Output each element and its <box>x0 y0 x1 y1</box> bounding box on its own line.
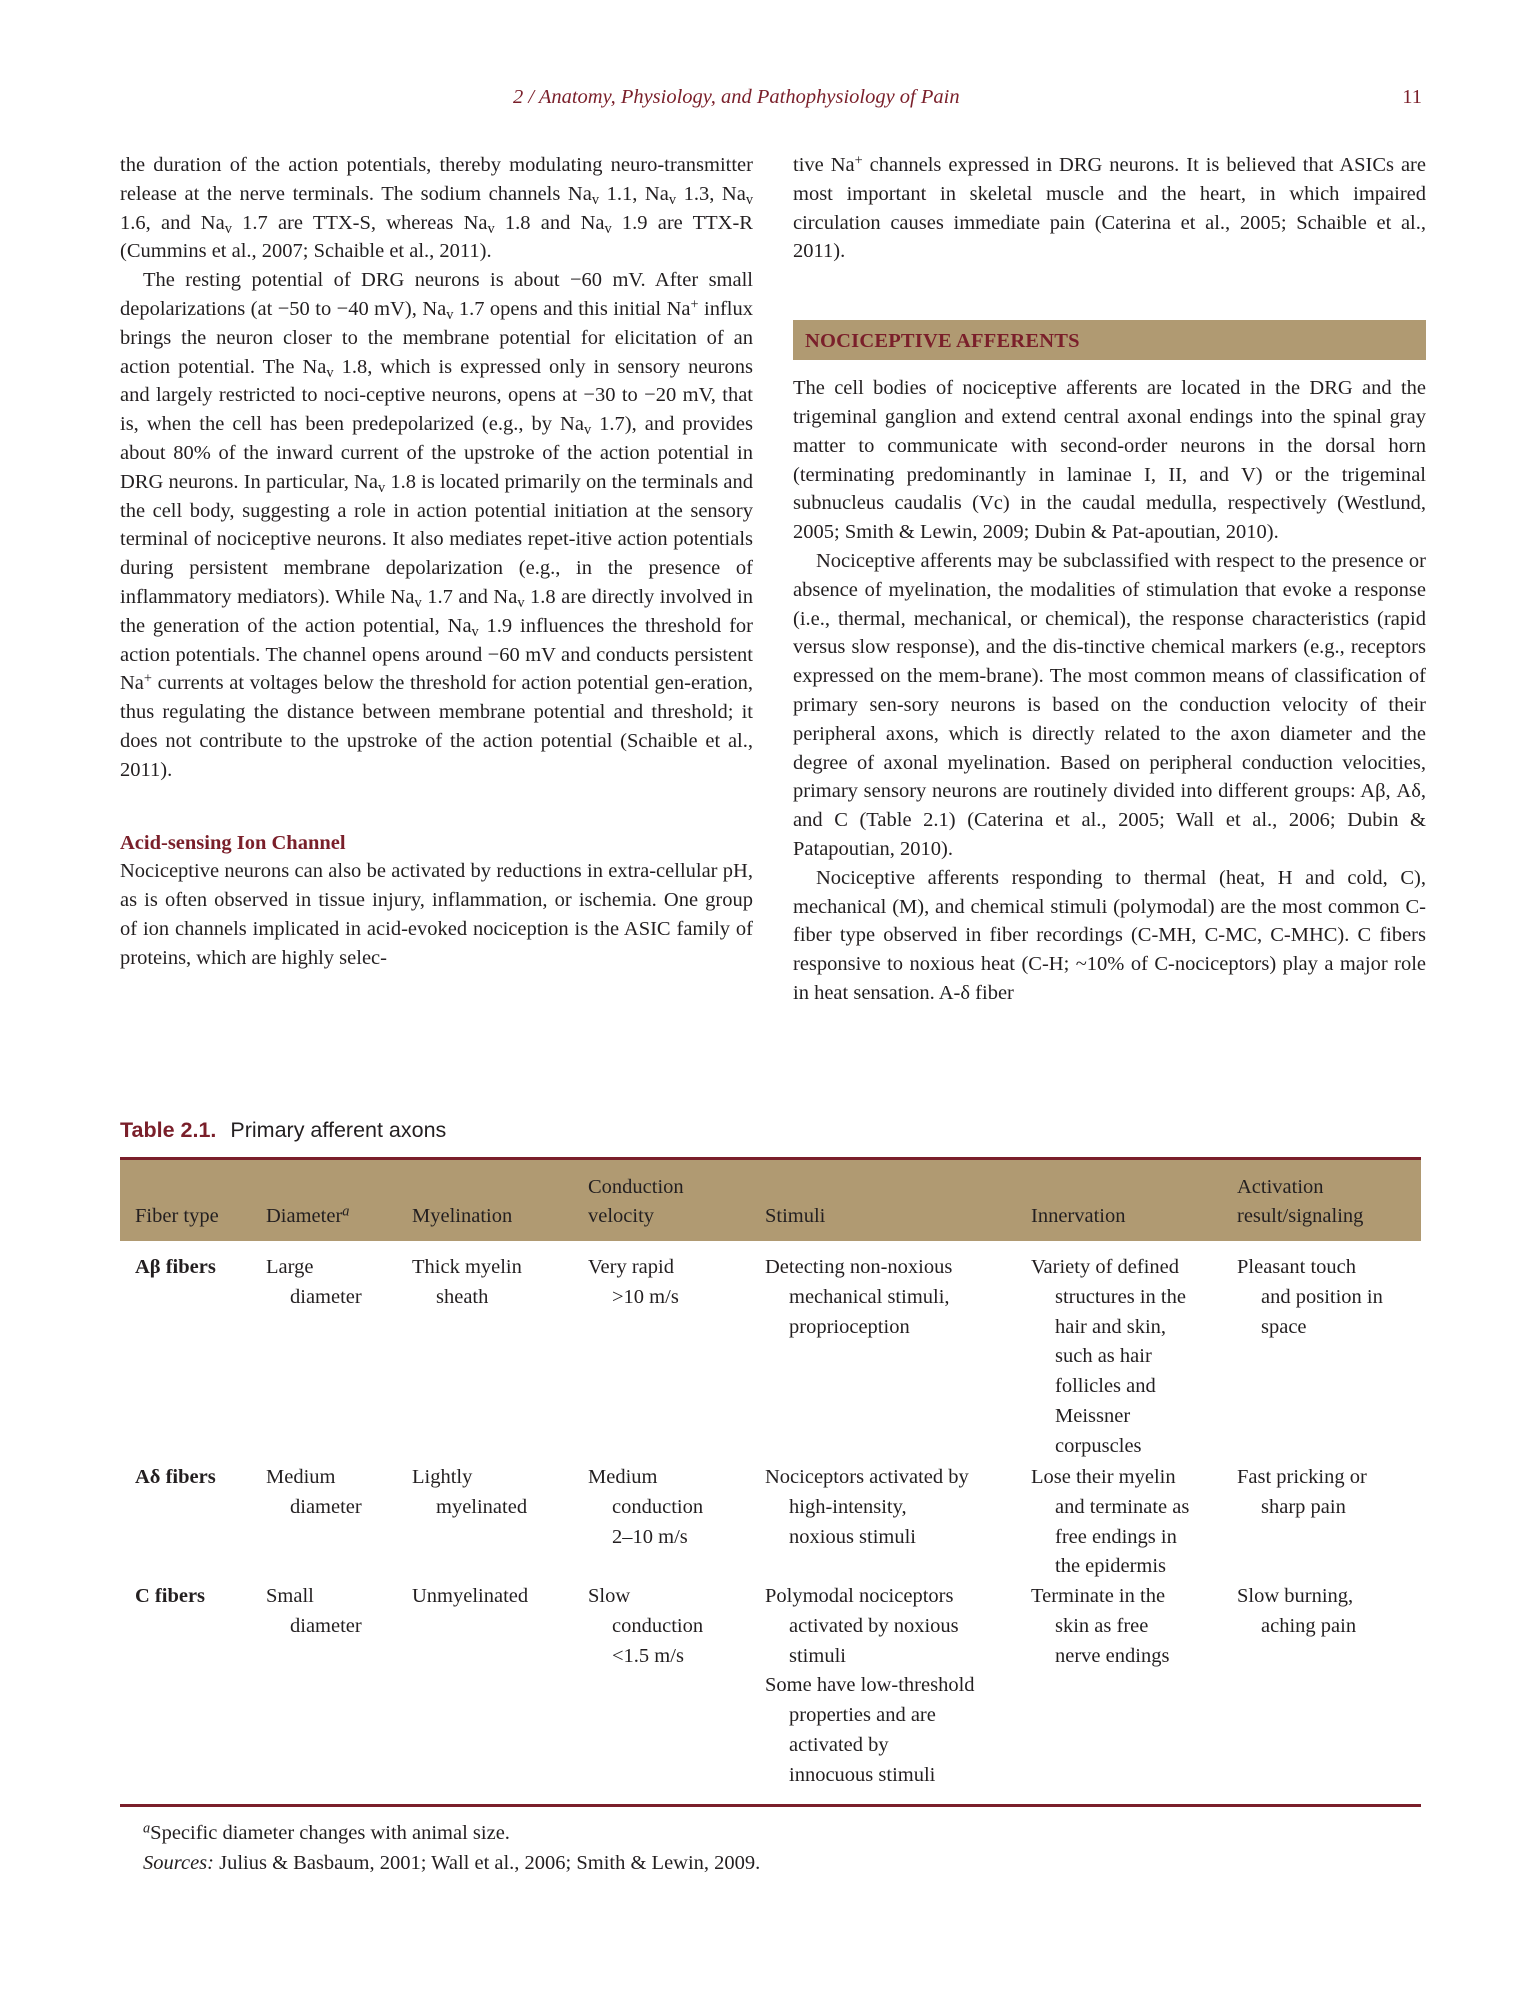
afferent-axons-table <box>120 1157 1421 1807</box>
running-title: 2 / Anatomy, Physiology, and Pathophysiology of Pain <box>513 86 960 108</box>
cell-myelination: Unmyelinated <box>412 1585 529 1607</box>
cell-innervation: Terminate in the skin as free nerve endings <box>1031 1585 1170 1667</box>
left-column <box>120 151 753 973</box>
header-innervation: Innervation <box>1031 1205 1126 1227</box>
page-number: 11 <box>1402 86 1422 108</box>
paragraph-asic-continued: tive Na+ channels expressed in DRG neurons. It is believed that ASICs are most important in skeletal muscle and the heart, in which impaired circulation causes immediate pain (Caterina et al., 2005; Schaible et al., 2011). <box>793 152 1426 263</box>
header-fiber-type: Fiber type <box>135 1205 219 1227</box>
footnote-sources: Sources: Julius & Basbaum, 2001; Wall et al., 2006; Smith & Lewin, 2009. <box>143 1852 761 1874</box>
paragraph-subclassification: Nociceptive afferents may be subclassified with respect to the presence or absence of myelination, the modalities of stimulation that evoke a response (i.e., thermal, mechanical, or chemical), the response characteristics (rapid versus slow response), and the dis-tinctive chemical markers (e.g., receptors expressed on the mem-brane). The most common means of classification of primary sen-sory neurons is based on the conduction velocity of their peripheral axons, which is directly related to the axon diameter and the degree of axonal myelination. Based on peripheral conduction velocities, primary sensory neurons are routinely divided into different groups: Aβ, Aδ, and C (Table 2.1) (Caterina et al., 2005; Wall et al., 2006; Dubin & Patapoutian, 2010). <box>793 549 1426 860</box>
cell-activation: Pleasant touch and position in space <box>1237 1256 1383 1338</box>
table-footnotes <box>143 1818 760 1878</box>
paragraph-acid-sensing: Nociceptive neurons can also be activated by reductions in extra-cellular pH, as is often observed in tissue injury, inflammation, or ischemia. One group of ion channels implicated in acid-evoked nociception is the ASIC family of proteins, which are highly selec- <box>120 860 753 969</box>
cell-stimuli: Detecting non-noxious mechanical stimuli, proprioception <box>765 1256 953 1338</box>
cell-diameter: Large diameter <box>266 1256 362 1308</box>
cell-myelination: Thick myelin sheath <box>412 1256 522 1308</box>
header-conduction-velocity: Conduction velocity <box>588 1176 684 1227</box>
cell-myelination: Lightly myelinated <box>412 1466 528 1518</box>
header-diameter: Diameter$^a$ <box>266 1203 350 1227</box>
cell-velocity: Medium conduction 2–10 m/s <box>588 1466 704 1548</box>
cell-diameter: Medium diameter <box>266 1466 362 1518</box>
running-header <box>0 86 1540 118</box>
table-caption <box>120 1118 446 1143</box>
paragraph-cell-bodies: The cell bodies of nociceptive afferents are located in the DRG and the trigeminal ganglion and extend central axonal endings into the spinal gray matter to communicate with second-order neurons in the dorsal horn (terminating predominantly in laminae I, II, and V) or the trigeminal subnucleus caudalis (Vc) in the caudal medulla, respectively (Westlund, 2005; Smith & Lewin, 2009; Dubin & Pat-apoutian, 2010). <box>793 377 1426 544</box>
table-body <box>120 1241 1421 1804</box>
cell-stimuli: Nociceptors activated by high-intensity, noxious stimuli <box>765 1466 969 1548</box>
paragraph-sodium-channels: the duration of the action potentials, thereby modulating neuro-transmitter release at the nerve terminals. The sodium channels $Na_v$ 1.1, $Na_v$ 1.3, $Na_v$ 1.6, and $Na_v$ 1.7 are TTX-S, whereas $Na_v$ 1.8 and $Na_v$ 1.9 are TTX-R (Cummins et al., 2007; Schaible et al., 2011). <box>120 154 753 263</box>
cell-fiber: Aδ fibers <box>135 1466 216 1488</box>
footnote-diameter: $^a$Specific diameter changes with animal size. <box>143 1820 510 1844</box>
cell-activation: Slow burning, aching pain <box>1237 1585 1357 1637</box>
table-number: Table 2.1. <box>120 1118 217 1142</box>
table-title: Primary afferent axons <box>230 1118 447 1142</box>
table-header-row <box>120 1160 1421 1241</box>
cell-velocity: Very rapid >10 m/s <box>588 1256 679 1308</box>
cell-innervation: Variety of defined structures in the hair and skin, such as hair follicles and Meissner corpuscles <box>1031 1256 1186 1457</box>
section-heading-nociceptive-afferents: NOCICEPTIVE AFFERENTS <box>793 320 1426 360</box>
header-activation: Activation result/signaling <box>1237 1176 1364 1227</box>
subheading-acid-sensing: Acid-sensing Ion Channel <box>120 831 346 854</box>
cell-activation: Fast pricking or sharp pain <box>1237 1466 1367 1518</box>
cell-fiber: C fibers <box>135 1585 206 1607</box>
cell-innervation: Lose their myelin and terminate as free endings in the epidermis <box>1031 1466 1190 1578</box>
cell-velocity: Slow conduction <1.5 m/s <box>588 1585 704 1667</box>
table-bottom-rule <box>120 1804 1421 1807</box>
header-myelination: Myelination <box>412 1205 513 1227</box>
header-stimuli: Stimuli <box>765 1205 826 1227</box>
right-column <box>793 151 1426 1008</box>
paragraph-resting-potential: The resting potential of DRG neurons is about −60 mV. After small depolarizations (at −50 to −40 mV), $Na_v$ 1.7 opens and this initial Na+ influx brings the neuron closer to the membrane potential for elicitation of an action potential. The $Na_v$ 1.8, which is expressed only in sensory neurons and largely restricted to noci-ceptive neurons, opens at −30 to −20 mV, that is, when the cell has been predepolarized (e.g., by $Na_v$ 1.7), and provides about 80% of the inward current of the upstroke of the action potential in DRG neurons. In particular, $Na_v$ 1.8 is located primarily on the terminals and the cell body, suggesting a role in action potential initiation at the sensory terminal of nociceptive neurons. It also mediates repet-itive action potentials during persistent membrane depolarization (e.g., in the presence of inflammatory mediators). While $Na_v$ 1.7 and $Na_v$ 1.8 are directly involved in the generation of the action potential, $Na_v$ 1.9 influences the threshold for action potentials. The channel opens around −60 mV and conducts persistent Na+ currents at voltages below the threshold for action potential gen-eration, thus regulating the distance between membrane potential and threshold; it does not contribute to the upstroke of the action potential (Schaible et al., 2011). <box>120 269 754 781</box>
cell-diameter: Small diameter <box>266 1585 362 1637</box>
paragraph-fiber-types: Nociceptive afferents responding to thermal (heat, H and cold, C), mechanical (M), and chemical stimuli (polymodal) are the most common C-fiber type observed in fiber recordings (C-MH, C-MC, C-MHC). C fibers responsive to noxious heat (C-H; ~10% of C-nociceptors) play a major role in heat sensation. A-δ fiber <box>793 866 1426 1004</box>
cell-stimuli: Polymodal nociceptors activated by noxious stimuli Some have low-threshold properties and are activated by innocuous stimuli <box>765 1585 975 1786</box>
cell-fiber: Aβ fibers <box>135 1256 216 1278</box>
